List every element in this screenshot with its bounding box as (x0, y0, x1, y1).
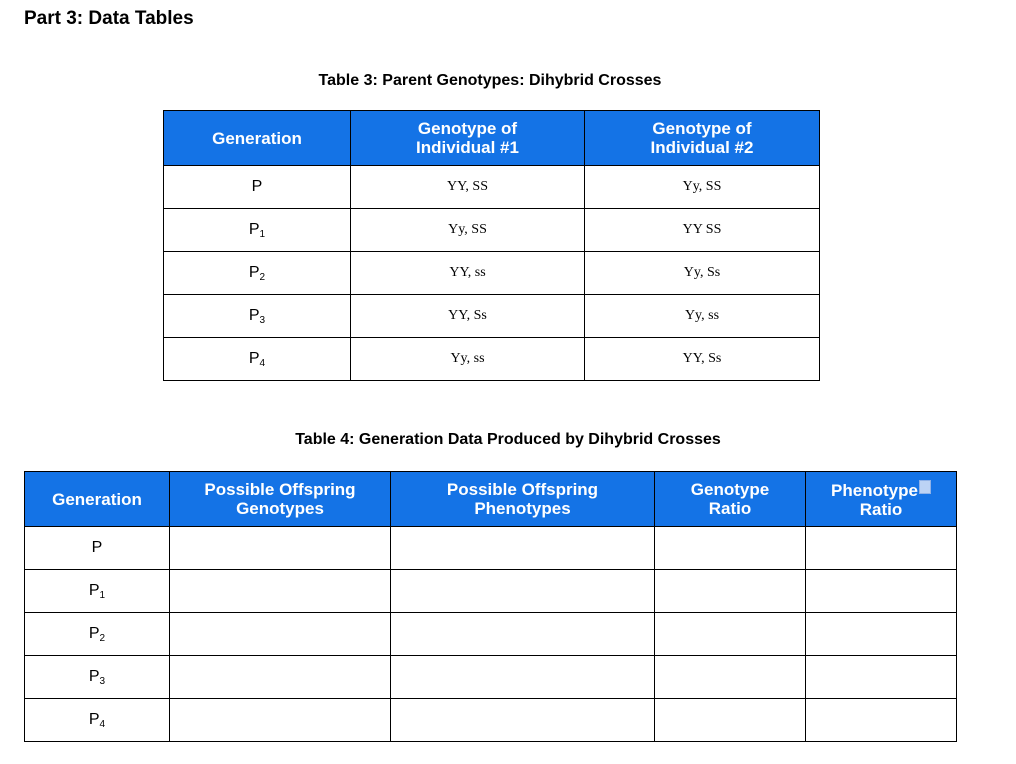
table-row (164, 166, 820, 209)
individual-2-cell[interactable]: Yy, SS (585, 166, 820, 209)
individual-1-cell[interactable]: Yy, ss (351, 338, 585, 381)
generation-cell[interactable]: $P_2$ (164, 252, 351, 295)
generation-cell[interactable]: $P_4$ (164, 338, 351, 381)
offspring-phenotypes-cell[interactable] (391, 613, 655, 656)
offspring-genotypes-cell[interactable] (170, 699, 391, 742)
generation-cell[interactable]: $P_3$ (25, 656, 170, 699)
header-individual-2: Genotype of Individual #2 (585, 111, 820, 166)
phenotype-ratio-cell[interactable] (806, 656, 957, 699)
offspring-phenotypes-cell[interactable] (391, 699, 655, 742)
genotype-ratio-cell[interactable] (655, 613, 806, 656)
table-row (164, 295, 820, 338)
table-row (164, 209, 820, 252)
table-row (25, 570, 957, 613)
phenotype-ratio-cell[interactable] (806, 570, 957, 613)
offspring-genotypes-cell[interactable] (170, 656, 391, 699)
generation-cell[interactable]: $P_4$ (25, 699, 170, 742)
header-generation: Generation (164, 111, 351, 166)
genotype-ratio-cell[interactable] (655, 527, 806, 570)
header-offspring-phenotypes: Possible Offspring Phenotypes (391, 472, 655, 527)
table-row (25, 527, 957, 570)
header-genotype-ratio: Genotype Ratio (655, 472, 806, 527)
table3-header-row (164, 111, 820, 166)
offspring-phenotypes-cell[interactable] (391, 656, 655, 699)
table4-header-row (25, 472, 957, 527)
individual-2-cell[interactable]: YY, Ss (585, 338, 820, 381)
individual-2-cell[interactable]: YY SS (585, 209, 820, 252)
individual-1-cell[interactable]: Yy, SS (351, 209, 585, 252)
table-row (164, 252, 820, 295)
individual-2-cell[interactable]: Yy, Ss (585, 252, 820, 295)
generation-cell[interactable]: $P_1$ (25, 570, 170, 613)
generation-cell[interactable]: $P_1$ (164, 209, 351, 252)
generation-cell[interactable]: $P_3$ (164, 295, 351, 338)
offspring-phenotypes-cell[interactable] (391, 570, 655, 613)
header-generation: Generation (25, 472, 170, 527)
offspring-phenotypes-cell[interactable] (391, 527, 655, 570)
phenotype-ratio-cell[interactable] (806, 699, 957, 742)
header-individual-1: Genotype of Individual #1 (351, 111, 585, 166)
header-offspring-genotypes: Possible Offspring Genotypes (170, 472, 391, 527)
genotype-ratio-cell[interactable] (655, 699, 806, 742)
add-comment-icon[interactable] (919, 480, 931, 494)
generation-cell[interactable]: P (164, 166, 351, 209)
parent-genotypes-table (163, 110, 820, 381)
individual-2-cell[interactable]: Yy, ss (585, 295, 820, 338)
individual-1-cell[interactable]: YY, ss (351, 252, 585, 295)
header-phenotype-ratio: Phenotype Ratio (806, 472, 957, 527)
table3-caption: Table 3: Parent Genotypes: Dihybrid Crosses (318, 72, 662, 89)
offspring-genotypes-cell[interactable] (170, 527, 391, 570)
table-row (25, 699, 957, 742)
genotype-ratio-cell[interactable] (655, 570, 806, 613)
phenotype-ratio-cell[interactable] (806, 527, 957, 570)
offspring-genotypes-cell[interactable] (170, 613, 391, 656)
generation-cell[interactable]: $P_2$ (25, 613, 170, 656)
part-title: Part 3: Data Tables (24, 8, 194, 29)
table-row (25, 656, 957, 699)
individual-1-cell[interactable]: YY, Ss (351, 295, 585, 338)
offspring-genotypes-cell[interactable] (170, 570, 391, 613)
table4-caption: Table 4: Generation Data Produced by Dihybrid Crosses (295, 431, 721, 448)
table-row (164, 338, 820, 381)
genotype-ratio-cell[interactable] (655, 656, 806, 699)
table-row (25, 613, 957, 656)
individual-1-cell[interactable]: YY, SS (351, 166, 585, 209)
generation-data-table (24, 471, 957, 742)
generation-cell[interactable]: P (25, 527, 170, 570)
phenotype-ratio-cell[interactable] (806, 613, 957, 656)
